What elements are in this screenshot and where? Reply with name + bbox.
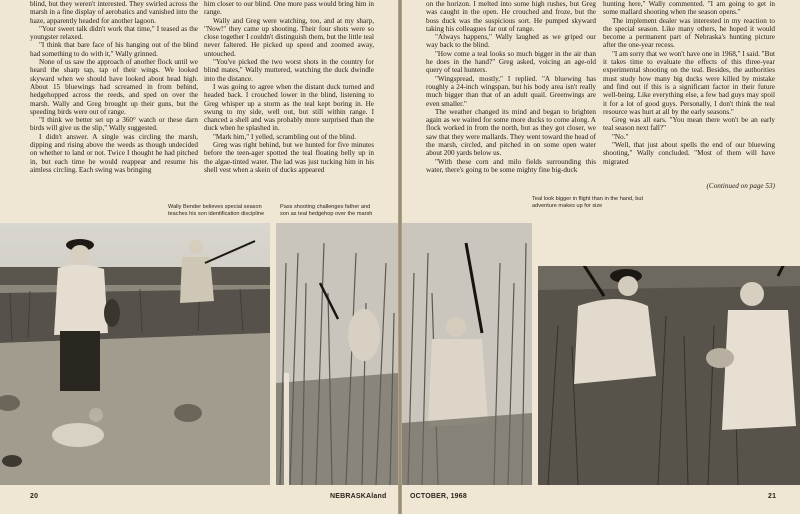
continued-note: (Continued on page 53): [706, 182, 775, 190]
marsh-hunters-photo: [0, 223, 270, 485]
paragraph: "I think that bare face of his hanging out of the blind had something to do with it," Wally grinned.: [30, 41, 198, 58]
paragraph: Wally and Greg were watching, too, and at my sharp, "Now!" they came up shooting. Their four shots were so close together I couldn't distinguish them, but the little teal never faltered. He picked up speed and zoomed away, untouched.: [204, 16, 374, 58]
paragraph: "Your sweet talk didn't work that time," I teased as the youngster relaxed.: [30, 24, 198, 42]
paragraph: "Always happens," Wally laughed as we griped our way back to the blind.: [426, 33, 596, 50]
magazine-name: NEBRASKAland: [330, 493, 387, 500]
left-page: [0, 0, 398, 514]
paragraph: blind, but they weren't interested. They swirled across the marsh in a fine display of aerobatics and vanished into the haze, apparently headed for another lagoon.: [30, 0, 198, 25]
paragraph: on the horizon. I melted into some high rushes, but Greg was caught in the open. He crouched and froze, but the boss duck was the suspicious sort. He pumped skyward taking his colleagues far out of range.: [426, 0, 596, 33]
page-number: 21: [768, 493, 777, 500]
paragraph: "No.": [612, 132, 629, 141]
right-page: [402, 0, 800, 514]
photo-caption: Pass shooting challenges father and son as teal hedgehop over the marsh: [280, 204, 373, 217]
paragraph: Greg was right behind, but we hunted for five minutes before the teen-ager spotted the teal floating belly up in the algae-tinted water. The lad was just tucking him in his shell vest when a skein of ducks appeared: [204, 141, 374, 174]
paragraph: hunting here," Wally commented. "I am going to get in some mallard shooting when the season opens.": [603, 0, 775, 17]
hunter-in-rushes-photo: [402, 223, 532, 485]
paragraph: "I think we better set up a 360° watch or these darn birds will give us the slip," Wally suggested.: [30, 116, 198, 133]
left-page-column-1: [30, 0, 198, 190]
paragraph: him closer to our blind. One more pass would bring him in range.: [204, 0, 374, 17]
issue-date: OCTOBER, 1968: [410, 493, 467, 500]
paragraph: "With these corn and milo fields surrounding this water, there's going to be some mighty fine big-duck: [426, 157, 596, 174]
paragraph: "Wingspread, mostly," I replied. "A bluewing has roughly a 24-inch wingspan, but his body area isn't really much bigger than that of an adult quail. Greenwings are even smaller.": [426, 74, 596, 108]
hunters-with-teal-photo: [538, 266, 800, 485]
paragraph: I didn't answer. A single was circling the marsh, dipping and rising above the weeds as though undecided on whether to land or not. Twice I thought he had pitched in, but each time he would reappear and resume his aimless circling. Each swing was bringing: [30, 132, 198, 174]
paragraph: The implement dealer was interested in my reaction to the special season. Like many others, he hoped it would become a permanent part of Nebraska's hunting picture after the one-year recess.: [603, 16, 775, 50]
paragraph: "You've picked the two worst shots in the country for blind mates," Wally muttered, watching the duck dwindle into the distance.: [204, 58, 374, 83]
paragraph: "Mark him," I yelled, scrambling out of the blind.: [213, 132, 357, 141]
paragraph: I was going to agree when the distant duck turned and headed back. I crouched lower in the blind, listening to Greg whisper up a storm as the teal kept boring in. He swung to my side, well out, but still within range. I chanced a shell and was probably more surprised than the duck when he splashed in.: [204, 82, 374, 133]
photo-caption: Wally Bender believes special season teaches his son identification discipline: [168, 204, 265, 217]
paragraph: Greg was all ears. "You mean there won't be an early teal season next fall?": [603, 116, 775, 133]
right-page-column-1: [426, 0, 596, 190]
paragraph: "How come a teal looks so much bigger in the air than he does in the hand?" Greg asked, voicing an age-old query of teal hunters.: [426, 49, 596, 75]
paragraph: None of us saw the approach of another flock until we heard the sharp tap, tap of their wings. We looked skyward when we should have looked about head high. About 15 bluewings had screamed in from behind, hedgehopped across the reeds, and sped on over the marsh. Wally and Greg brought up their guns, but the speeding birds were out of range.: [30, 58, 198, 116]
right-page-column-2: [603, 0, 775, 190]
reeds-pass-shooting-photo: [276, 223, 398, 485]
photo-caption: Teal look bigger in flight than in the hand, but adventure makes up for size: [532, 196, 644, 209]
paragraph: "I am sorry that we won't have one in 1968," I said. "But it takes time to evaluate the effects of this three-year experimental shooting on the teal. Besides, the authorities must study how many big ducks were killed by mistake and find out if this is a significant factor in their future well-being. Like everything else, a few bad guys may spoil it for a lot of good guys. Personally, I don't think the teal resource was hurt at all by the early seasons.": [603, 49, 775, 116]
page-number: 20: [30, 493, 39, 500]
paragraph: "Well, that just about spells the end of our bluewing shooting," Wally concluded. "Most of them will have migrated: [603, 141, 775, 166]
paragraph: The weather changed its mind and began to brighten again as we waited for some more ducks to come along. A flock worked in from the north, but as they got closer, we saw that they were mallards. They went toward the head of the marsh, circled, and pitched in on some open water about 200 yards below us.: [426, 107, 596, 158]
left-page-column-2: [204, 0, 374, 190]
